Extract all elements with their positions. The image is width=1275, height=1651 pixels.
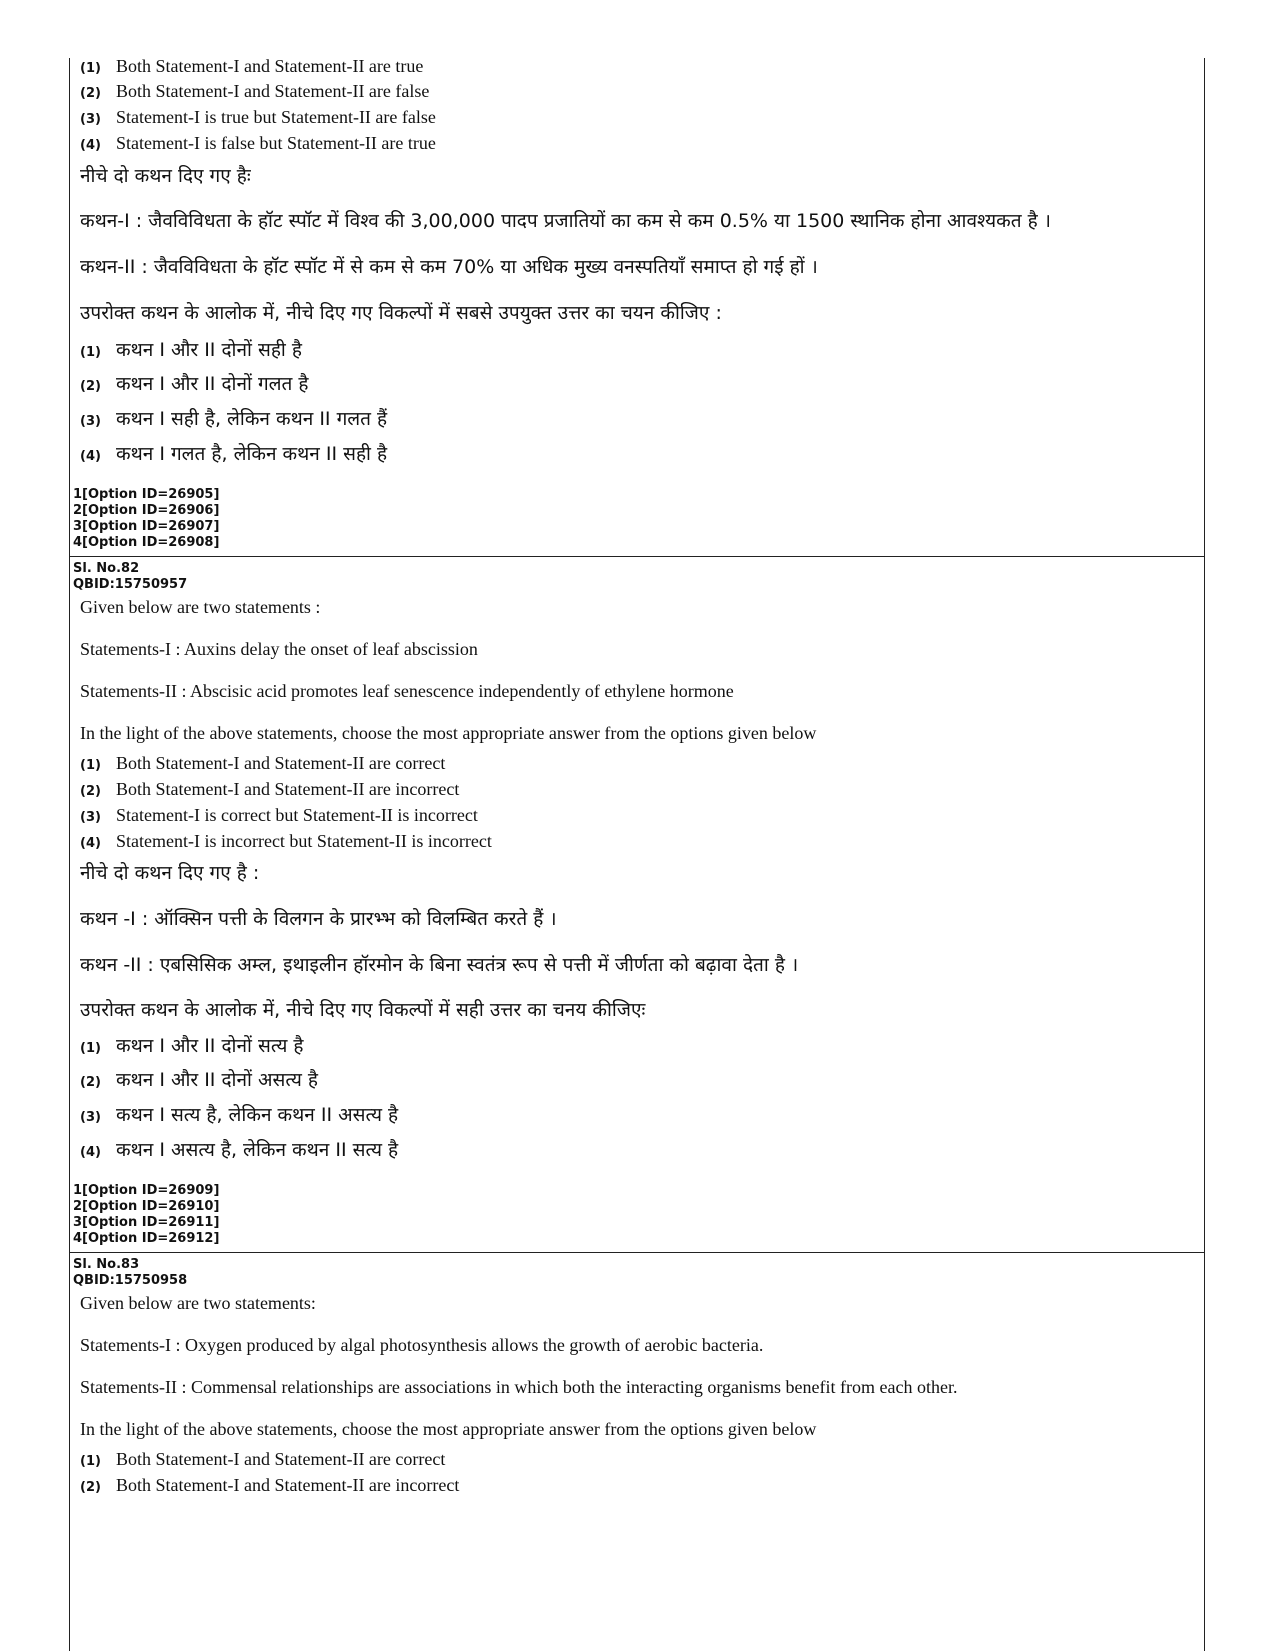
en-statement-2: Statements-II : Abscisic acid promotes leaf senescence independently of ethylene hormone — [80, 681, 734, 701]
option-hi-2: (2) कथन I और II दोनों असत्य है — [80, 1069, 318, 1091]
serial-number: Sl. No.82 — [73, 561, 140, 576]
option-hi-2: (2) कथन I और II दोनों गलत है — [80, 373, 309, 395]
hi-statement-1: कथन-I : जैवविविधता के हॉट स्पॉट में विश्व की 3,00,000 पादप प्रजातियों का कम से कम 0.5% या 1500 स्थानिक होना आवश्यकत है । — [80, 210, 1051, 232]
en-statement-1: Statements-I : Auxins delay the onset of leaf abscission — [80, 639, 478, 659]
en-prompt: In the light of the above statements, choose the most appropriate answer from the options given below — [80, 1419, 817, 1439]
hi-intro: नीचे दो कथन दिए गए हैः — [80, 165, 251, 187]
hi-prompt: उपरोक्त कथन के आलोक में, नीचे दिए गए विकल्पों में सही उत्तर का चनय कीजिएः — [80, 999, 646, 1021]
option-en-1: (1) Both Statement-I and Statement-II are true — [80, 56, 424, 76]
option-id-list — [73, 487, 219, 551]
en-intro: Given below are two statements : — [80, 597, 321, 617]
option-id: 3[Option ID=26907] — [73, 519, 220, 534]
serial-number: Sl. No.83 — [73, 1257, 140, 1272]
page-frame — [69, 58, 1205, 1651]
divider — [69, 1252, 1204, 1253]
hi-intro: नीचे दो कथन दिए गए है : — [80, 862, 260, 884]
option-id-list — [73, 1183, 219, 1247]
question-header — [73, 1257, 187, 1289]
hi-statement-1: कथन -I : ऑक्सिन पत्ती के विलगन के प्रारभ्भ को विलम्बित करते हैं । — [80, 908, 557, 930]
option-en-4: (4) Statement-I is incorrect but Statement-II is incorrect — [80, 831, 492, 851]
option-hi-1: (1) कथन I और II दोनों सत्य है — [80, 1035, 304, 1057]
option-hi-1: (1) कथन I और II दोनों सही है — [80, 339, 302, 361]
question-header — [73, 561, 187, 593]
hi-statement-2: कथन-II : जैवविविधता के हॉट स्पॉट में से कम से कम 70% या अधिक मुख्य वनस्पतियाँ समाप्त हो गई हों । — [80, 256, 818, 278]
option-id: 1[Option ID=26905] — [73, 487, 220, 502]
qbid: QBID:15750958 — [73, 1273, 188, 1288]
option-id: 4[Option ID=26912] — [73, 1231, 220, 1246]
option-id: 4[Option ID=26908] — [73, 535, 220, 550]
option-id: 1[Option ID=26909] — [73, 1183, 220, 1198]
en-prompt: In the light of the above statements, choose the most appropriate answer from the options given below — [80, 723, 817, 743]
en-intro: Given below are two statements: — [80, 1293, 316, 1313]
option-hi-4: (4) कथन I गलत है, लेकिन कथन II सही है — [80, 443, 388, 465]
option-id: 3[Option ID=26911] — [73, 1215, 220, 1230]
option-en-2: (2) Both Statement-I and Statement-II are false — [80, 81, 430, 101]
option-hi-3: (3) कथन I सत्य है, लेकिन कथन II असत्य है — [80, 1104, 399, 1126]
option-en-3: (3) Statement-I is true but Statement-II are false — [80, 107, 436, 127]
option-en-4: (4) Statement-I is false but Statement-II are true — [80, 133, 436, 153]
option-id: 2[Option ID=26910] — [73, 1199, 220, 1214]
qbid: QBID:15750957 — [73, 577, 188, 592]
en-statement-2: Statements-II : Commensal relationships are associations in which both the interacting organisms benefit from each other. — [80, 1377, 958, 1397]
option-en-1: (1) Both Statement-I and Statement-II are correct — [80, 753, 446, 773]
option-hi-4: (4) कथन I असत्य है, लेकिन कथन II सत्य है — [80, 1139, 399, 1161]
en-statement-1: Statements-I : Oxygen produced by algal photosynthesis allows the growth of aerobic bacteria. — [80, 1335, 764, 1355]
option-en-2: (2) Both Statement-I and Statement-II are incorrect — [80, 1475, 460, 1495]
divider — [69, 556, 1204, 557]
option-en-2: (2) Both Statement-I and Statement-II are incorrect — [80, 779, 460, 799]
option-en-3: (3) Statement-I is correct but Statement-II is incorrect — [80, 805, 478, 825]
option-id: 2[Option ID=26906] — [73, 503, 220, 518]
hi-prompt: उपरोक्त कथन के आलोक में, नीचे दिए गए विकल्पों में सबसे उपयुक्त उत्तर का चयन कीजिए : — [80, 302, 722, 324]
option-en-1: (1) Both Statement-I and Statement-II are correct — [80, 1449, 446, 1469]
option-hi-3: (3) कथन I सही है, लेकिन कथन II गलत हैं — [80, 408, 388, 430]
hi-statement-2: कथन -II : एबसिसिक अम्ल, इथाइलीन हॉरमोन के बिना स्वतंत्र रूप से पत्ती में जीर्णता को बढ़ावा देता है । — [80, 954, 799, 976]
